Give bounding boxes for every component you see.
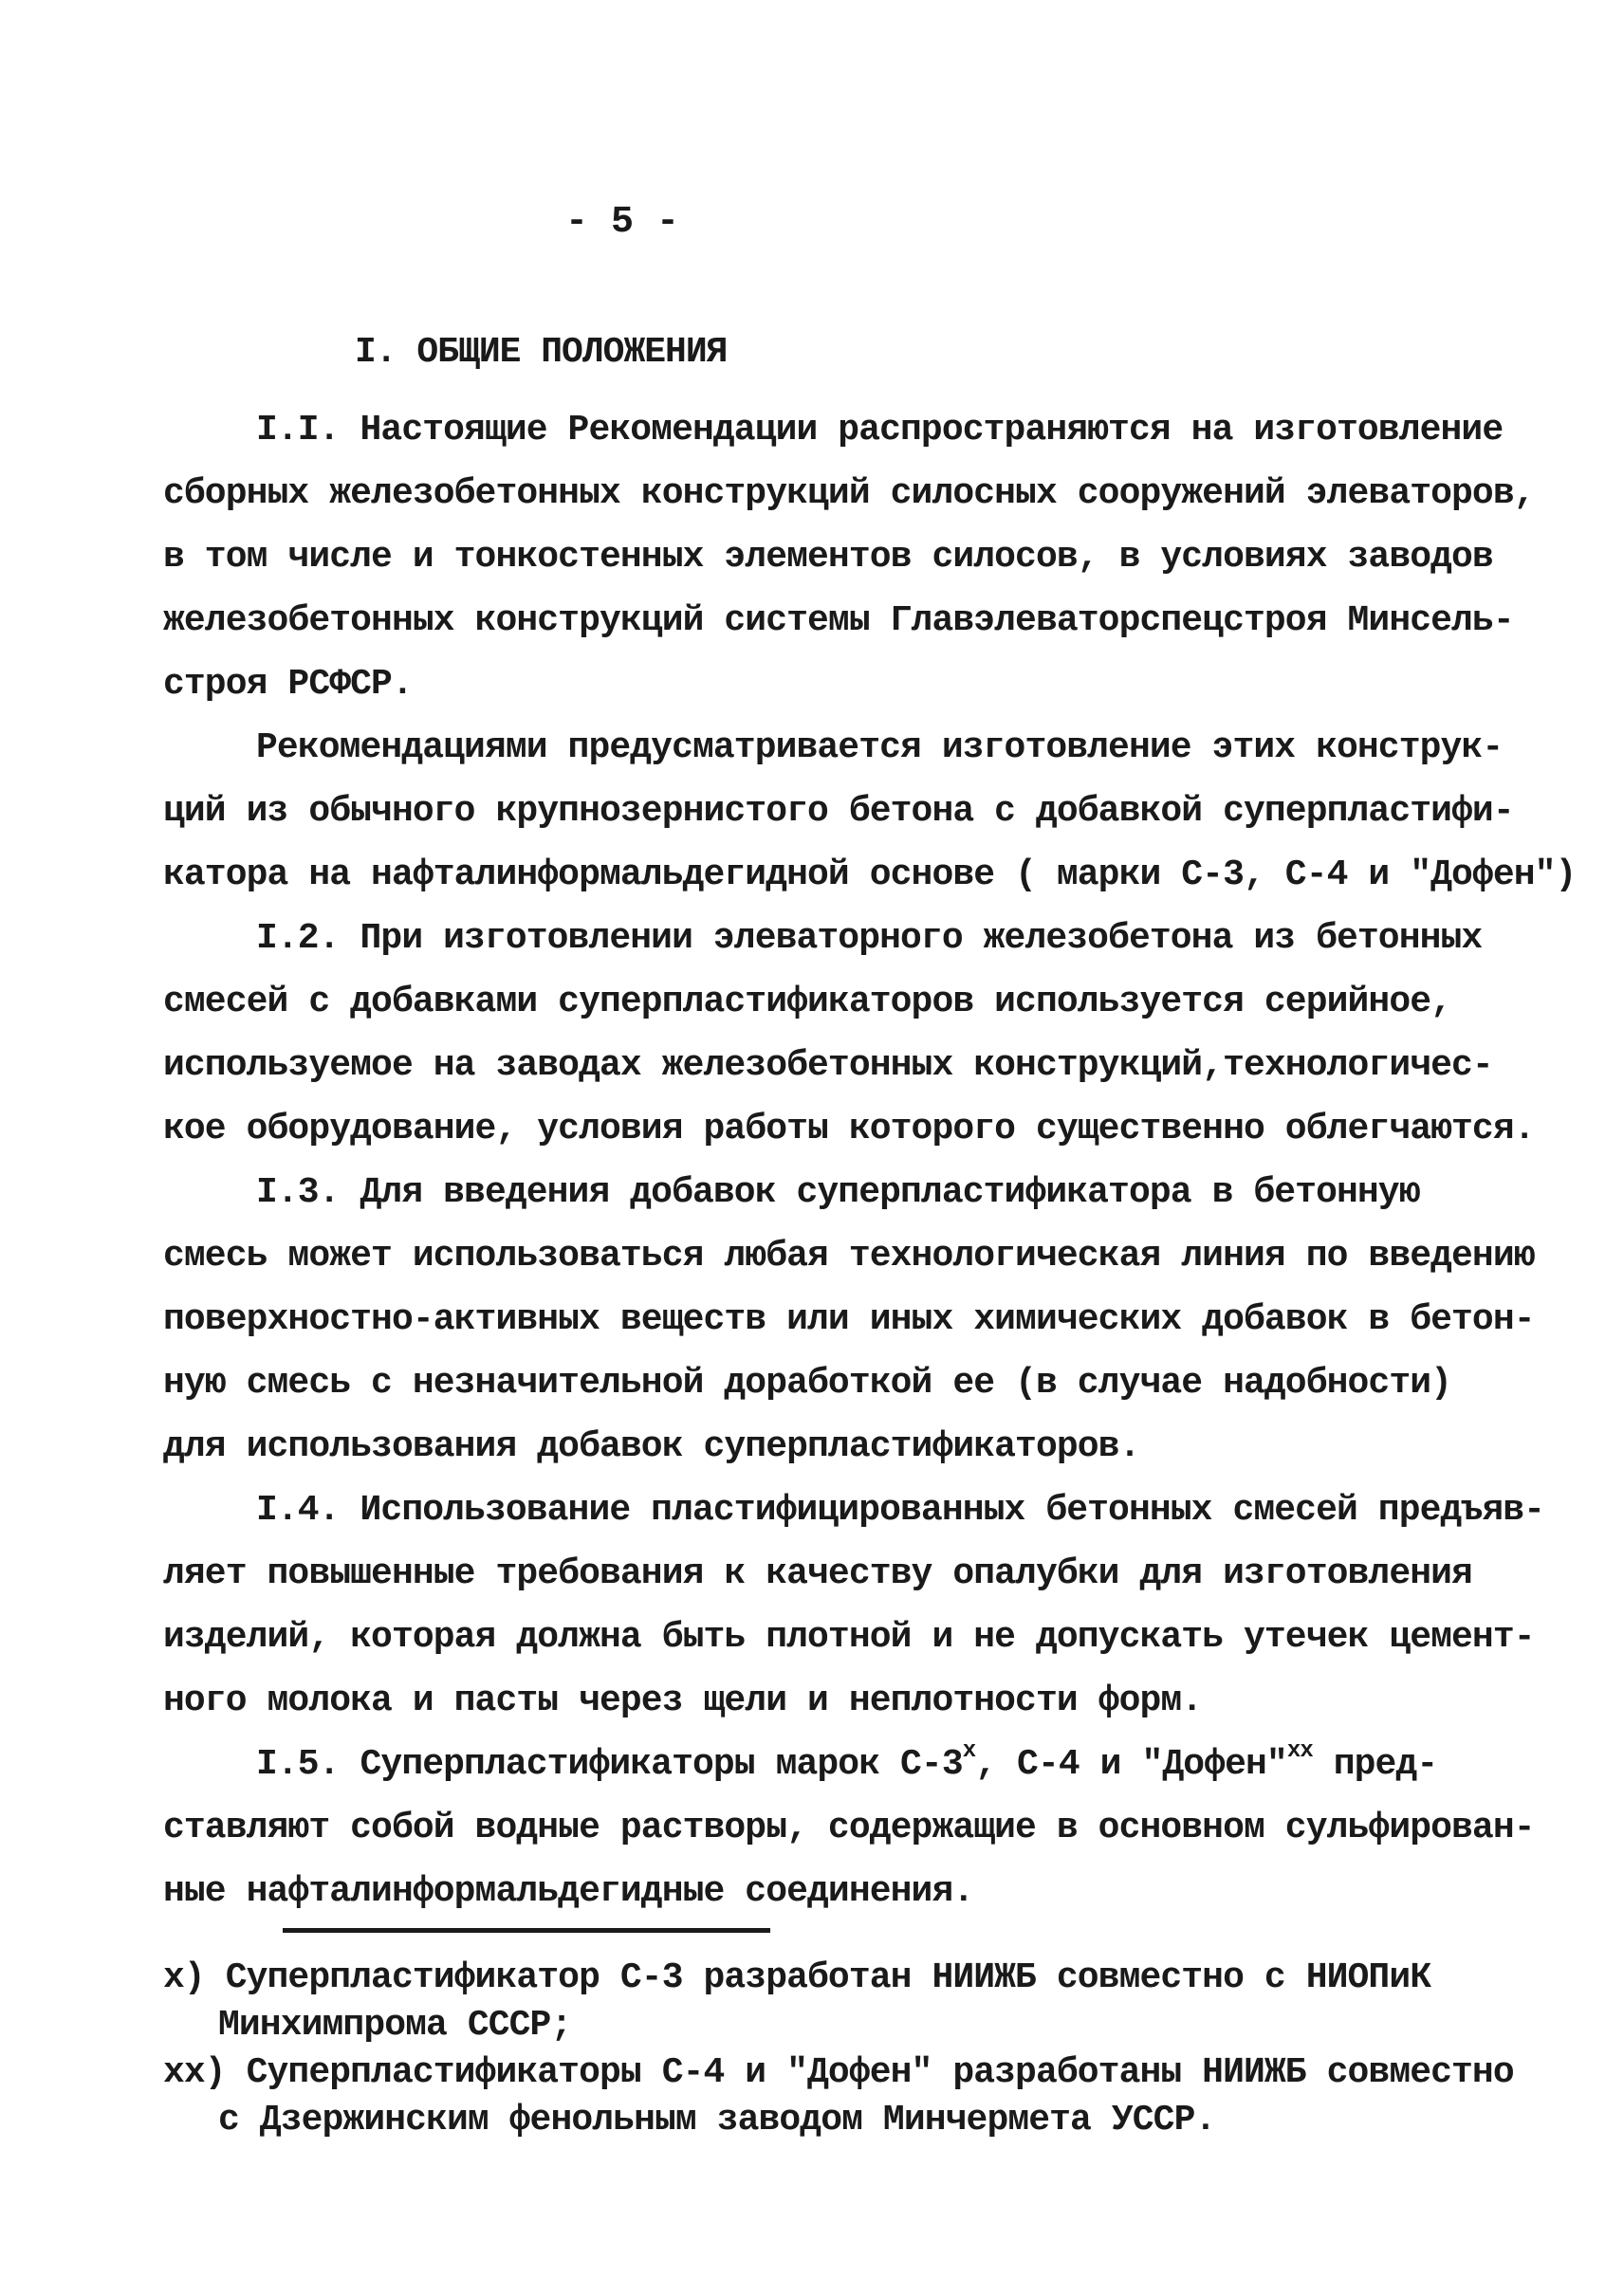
text-line: I.2. При изготовлении элеваторного железобетона из бетонных bbox=[256, 918, 1483, 959]
text-line: I.3. Для введения добавок суперпластификатора в бетонную bbox=[256, 1172, 1420, 1213]
text-line: I.I. Настоящие Рекомендации распространяются на изготовление bbox=[256, 410, 1504, 450]
text-run: I.5. Суперпластификаторы марок С-3 bbox=[256, 1744, 963, 1785]
text-line: для использования добавок суперпластификаторов. bbox=[163, 1426, 1140, 1467]
text-line bbox=[256, 1738, 1438, 1785]
text-line: используемое на заводах железобетонных конструкций,технологичес- bbox=[163, 1045, 1493, 1086]
text-line: смесь может использоваться любая технологическая линия по введению bbox=[163, 1236, 1535, 1277]
footnote-x-line: Минхимпрома СССР; bbox=[218, 2005, 572, 2046]
footnote-marker-xx: xx bbox=[1286, 1738, 1313, 1764]
text-line: ций из обычного крупнозернистого бетона с добавкой суперпластифи- bbox=[163, 791, 1514, 832]
text-run: , С-4 и "Дофен" bbox=[975, 1744, 1287, 1785]
text-line: смесей с добавками суперпластификаторов используется серийное, bbox=[163, 982, 1452, 1022]
text-line: ставляют собой водные растворы, содержащие в основном сульфирован- bbox=[163, 1808, 1535, 1848]
footnote-marker-x: x bbox=[962, 1738, 976, 1764]
text-line: ную смесь с незначительной доработкой ее (в случае надобности) bbox=[163, 1363, 1452, 1404]
text-line: Рекомендациями предусматривается изготовление этих конструк- bbox=[256, 727, 1504, 768]
text-line: ляет повышенные требования к качеству опалубки для изготовления bbox=[163, 1553, 1472, 1594]
page-number: - 5 - bbox=[565, 201, 680, 244]
text-line: I.4. Использование пластифицированных бетонных смесей предъяв- bbox=[256, 1490, 1545, 1531]
text-line: изделий, которая должна быть плотной и не допускать утечек цемент- bbox=[163, 1617, 1535, 1658]
text-line: строя РСФСР. bbox=[163, 664, 413, 705]
text-line: железобетонных конструкций системы Главэлеваторспецстроя Минсель- bbox=[163, 600, 1514, 641]
text-line: поверхностно-активных веществ или иных химических добавок в бетон- bbox=[163, 1299, 1535, 1340]
text-line: в том числе и тонкостенных элементов силосов, в условиях заводов bbox=[163, 537, 1493, 578]
footnote-x-line: x) Суперпластификатор С-3 разработан НИИЖБ совместно с НИОПиК bbox=[163, 1957, 1431, 1998]
text-line: ного молока и пасты через щели и неплотности форм. bbox=[163, 1681, 1203, 1721]
text-run: пред- bbox=[1312, 1744, 1438, 1785]
footnote-xx-line: с Дзержинским фенольным заводом Минчермета УССР. bbox=[218, 2100, 1216, 2140]
text-line: кое оборудование, условия работы которого существенно облегчаются. bbox=[163, 1109, 1535, 1149]
text-line: катора на нафталинформальдегидной основе ( марки С-3, С-4 и "Дофен") bbox=[163, 854, 1577, 895]
footnote-xx-line: xx) Суперпластификаторы С-4 и "Дофен" разработаны НИИЖБ совместно bbox=[163, 2052, 1514, 2093]
text-line: ные нафталинформальдегидные соединения. bbox=[163, 1871, 974, 1912]
footnote-separator bbox=[283, 1928, 770, 1933]
section-heading: I. ОБЩИЕ ПОЛОЖЕНИЯ bbox=[355, 332, 728, 373]
text-line: сборных железобетонных конструкций силосных сооружений элеваторов, bbox=[163, 473, 1535, 514]
